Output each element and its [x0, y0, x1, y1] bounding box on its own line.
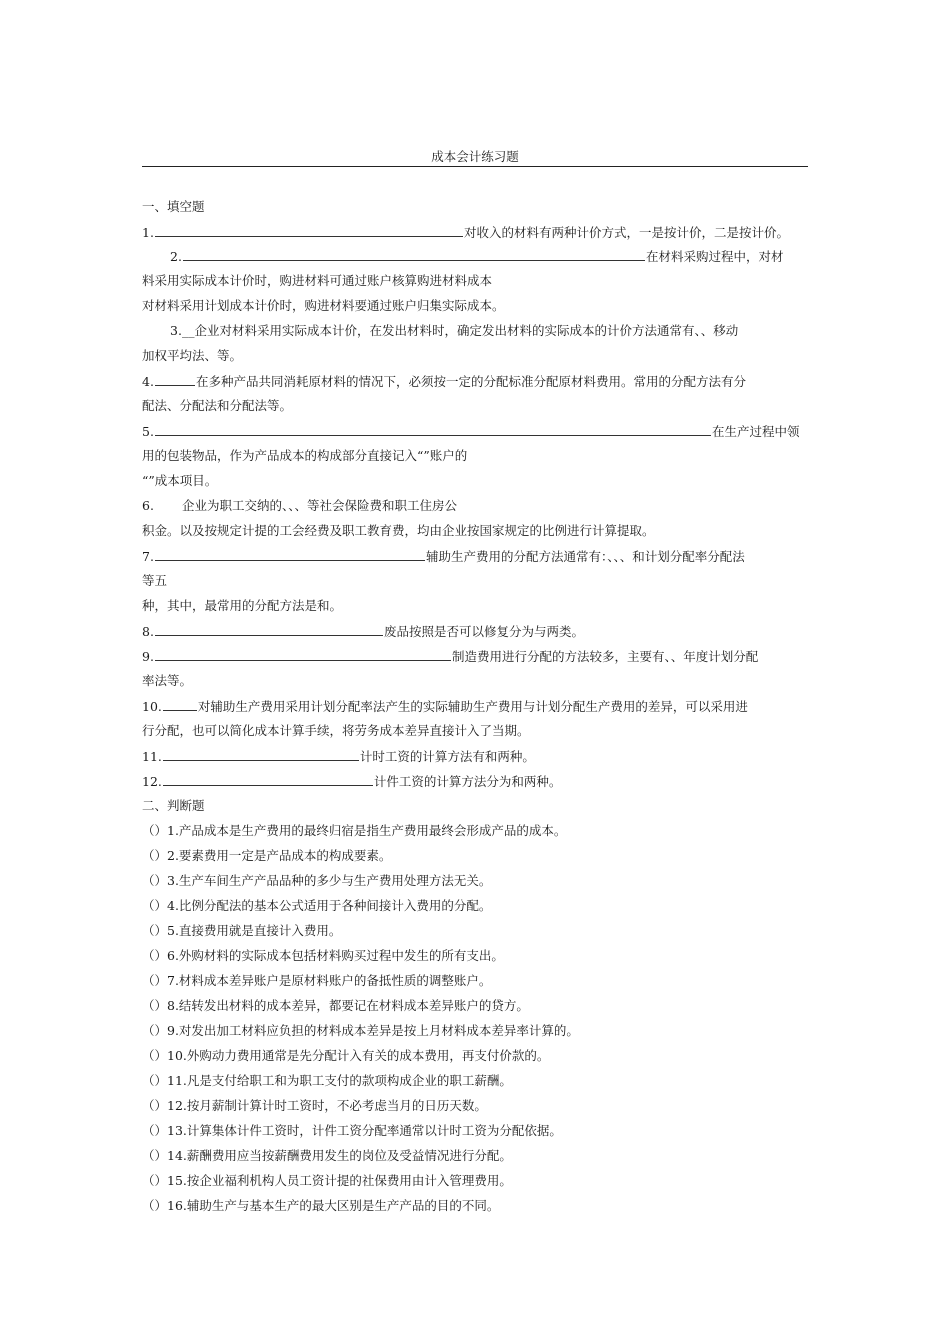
question-number: 9.	[142, 649, 154, 664]
tf-item: （）8.结转发出材料的成本差异，都要记在材料成本差异账户的贷方。	[142, 998, 529, 1013]
tf-item: （）1.产品成本是生产费用的最终归宿是指生产费用最终会形成产品的成本。	[142, 823, 567, 838]
question-number: 3.	[170, 323, 182, 338]
question-text: 制造费用进行分配的方法较多，主要有、、年度计划分配	[451, 649, 759, 664]
answer-blank[interactable]	[163, 697, 197, 711]
tf-item: （）9.对发出加工材料应负担的材料成本差异是按上月材料成本差异率计算的。	[142, 1023, 579, 1038]
tf-item: （）5.直接费用就是直接计入费用。	[142, 923, 342, 938]
answer-blank[interactable]	[183, 247, 645, 261]
question-number: 7.	[142, 549, 154, 564]
question-6	[142, 497, 457, 515]
question-2-line-2: 料采用实际成本计价时，购进材料可通过账户核算购进材料成本	[142, 273, 493, 288]
question-8	[142, 622, 584, 641]
answer-blank[interactable]	[155, 223, 463, 237]
question-number: 5.	[142, 424, 154, 439]
tf-item: （）14.薪酬费用应当按薪酬费用发生的岗位及受益情况进行分配。	[142, 1148, 512, 1163]
question-text: 对收入的材料有两种计价方式，一是按计价，二是按计价。	[463, 225, 789, 240]
question-7-line-2: 等五	[142, 573, 168, 588]
tf-item: （）16.辅助生产与基本生产的最大区别是生产产品的目的不同。	[142, 1198, 500, 1213]
answer-blank[interactable]	[163, 772, 373, 786]
tf-item: （）12.按月薪制计算计时工资时，不必考虑当月的日历天数。	[142, 1098, 487, 1113]
section-fill-blank-heading: 一、填空题	[142, 199, 205, 214]
question-9	[142, 647, 758, 666]
tf-item: （）4.比例分配法的基本公式适用于各种间接计入费用的分配。	[142, 898, 492, 913]
question-text: __企业对材料采用实际成本计价，在发出材料时，确定发出材料的实际成本的计价方法通常有、、移动	[181, 323, 739, 338]
page-title: 成本会计练习题	[431, 149, 519, 164]
question-2-line-3: 对材料采用计划成本计价时，购进材料要通过账户归集实际成本。	[142, 298, 505, 313]
answer-blank[interactable]	[155, 422, 711, 436]
question-7-line-3: 种，其中，最常用的分配方法是和。	[142, 598, 343, 613]
tf-item: （）2.要素费用一定是产品成本的构成要素。	[142, 848, 392, 863]
question-10	[142, 697, 748, 716]
question-text: 辅助生产费用的分配方法通常有：、、、和计划分配率分配法	[425, 549, 745, 564]
question-9-line-2: 率法等。	[142, 673, 193, 688]
question-5-line-2: 用的包装物品，作为产品成本的构成部分直接记入“”账户的	[142, 448, 468, 463]
question-1	[142, 223, 789, 242]
question-text: 对辅助生产费用采用计划分配率法产生的实际辅助生产费用与计划分配生产费用的差异，可以采用进	[197, 699, 748, 714]
question-6-line-2: 积金。以及按规定计提的工会经费及职工教育费，均由企业按国家规定的比例进行计算提取。	[142, 523, 655, 538]
question-number: 2.	[170, 249, 182, 264]
title-rule	[142, 166, 808, 167]
tf-item: （）10.外购动力费用通常是先分配计入有关的成本费用，再支付价款的。	[142, 1048, 550, 1063]
tf-item: （）3.生产车间生产产品品种的多少与生产费用处理方法无关。	[142, 873, 492, 888]
question-11	[142, 747, 535, 766]
question-number: 8.	[142, 624, 154, 639]
question-text: 计件工资的计算方法分为和两种。	[373, 774, 562, 789]
question-4	[142, 372, 746, 391]
answer-blank[interactable]	[155, 647, 451, 661]
question-7	[142, 547, 745, 566]
question-text: 在材料采购过程中，对材	[645, 249, 784, 264]
question-number: 11.	[142, 749, 162, 764]
question-4-line-2: 配法、分配法和分配法等。	[142, 398, 293, 413]
question-number: 1.	[142, 225, 154, 240]
question-5-line-3: “”成本项目。	[142, 473, 218, 488]
question-number: 4.	[142, 374, 154, 389]
question-10-line-2: 行分配，也可以简化成本计算手续，将劳务成本差异直接计入了当期。	[142, 723, 530, 738]
answer-blank[interactable]	[163, 747, 359, 761]
question-number: 6.	[142, 498, 154, 513]
answer-blank[interactable]	[155, 622, 383, 636]
question-text: 废品按照是否可以修复分为与两类。	[383, 624, 584, 639]
section-true-false-heading: 二、判断题	[142, 798, 205, 813]
question-3	[170, 322, 738, 340]
question-number: 10.	[142, 699, 162, 714]
answer-blank[interactable]	[155, 372, 195, 386]
question-text: 在多种产品共同消耗原材料的情况下，必须按一定的分配标准分配原材料费用。常用的分配方法有分	[195, 374, 746, 389]
question-number: 12.	[142, 774, 162, 789]
question-2	[170, 247, 783, 266]
tf-item: （）7.材料成本差异账户是原材料账户的备抵性质的调整账户。	[142, 973, 492, 988]
tf-item: （）15.按企业福利机构人员工资计提的社保费用由计入管理费用。	[142, 1173, 512, 1188]
question-text: 计时工资的计算方法有和两种。	[359, 749, 535, 764]
tf-item: （）6.外购材料的实际成本包括材料购买过程中发生的所有支出。	[142, 948, 504, 963]
answer-blank[interactable]	[155, 547, 425, 561]
tf-item: （）11.凡是支付给职工和为职工支付的款项构成企业的职工薪酬。	[142, 1073, 512, 1088]
question-text: 企业为职工交纳的、、、等社会保险费和职工住房公	[181, 498, 457, 513]
question-text: 在生产过程中领	[711, 424, 800, 439]
tf-item: （）13.计算集体计件工资时，计件工资分配率通常以计时工资为分配依据。	[142, 1123, 562, 1138]
question-3-line-2: 加权平均法、等。	[142, 348, 243, 363]
question-5	[142, 422, 799, 441]
question-12	[142, 772, 561, 791]
